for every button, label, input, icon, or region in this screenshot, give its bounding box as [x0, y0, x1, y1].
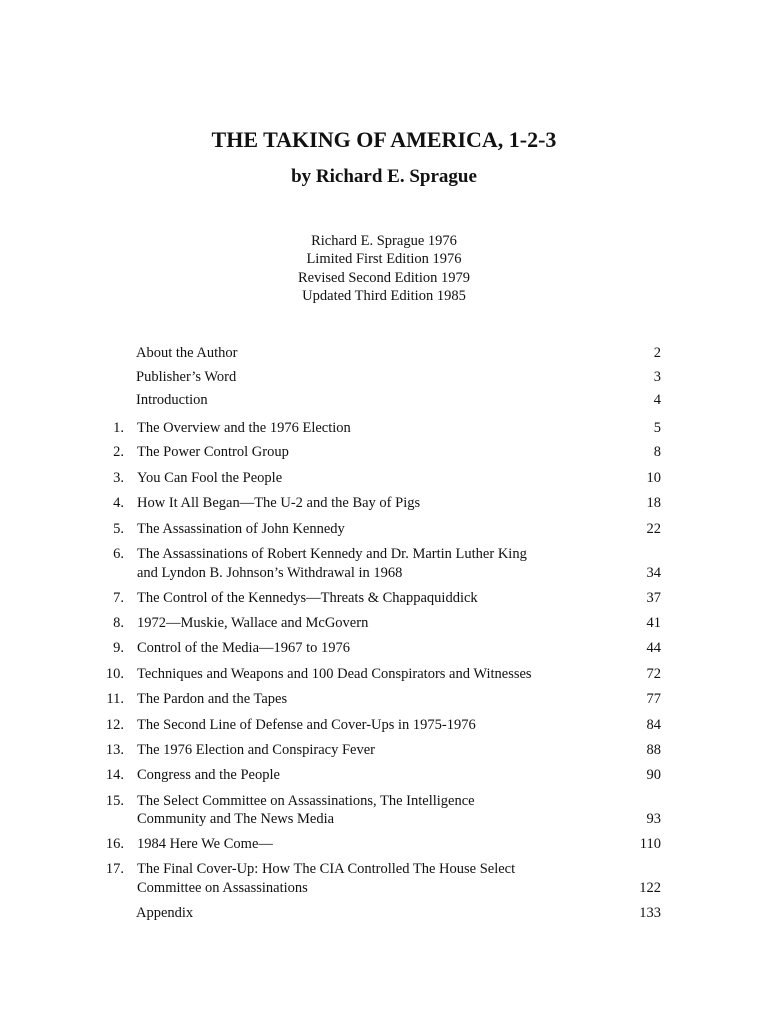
chapter-title-cont: Community and The News Media	[137, 811, 335, 827]
toc-page-number: 122	[639, 880, 661, 896]
chapter-title: The Final Cover-Up: How The CIA Controlled The House Select	[137, 861, 516, 877]
toc-entry-title: Introduction	[136, 392, 208, 408]
chapter-number: 14.	[105, 767, 124, 783]
chapter-title: The Select Committee on Assassinations, The Intelligence	[137, 793, 475, 809]
chapter-title: 1984 Here We Come—	[137, 836, 273, 852]
toc-page-number: 84	[646, 717, 661, 733]
chapter-title: 1972—Muskie, Wallace and McGovern	[137, 615, 369, 631]
chapter-number: 17.	[105, 861, 124, 877]
chapter-title: The Assassinations of Robert Kennedy and Dr. Martin Luther King	[137, 546, 527, 562]
chapter-number: 4.	[113, 495, 124, 511]
chapter-title: Techniques and Weapons and 100 Dead Conspirators and Witnesses	[137, 666, 532, 682]
chapter-number: 3.	[113, 470, 124, 486]
chapter-number: 16.	[105, 836, 124, 852]
chapter-number: 5.	[113, 521, 124, 537]
chapter-title: How It All Began—The U-2 and the Bay of Pigs	[137, 495, 421, 511]
toc-page-number: 77	[646, 691, 661, 707]
toc-entry-title: Appendix	[136, 905, 194, 921]
toc-page-number: 90	[646, 767, 661, 783]
chapter-title: You Can Fool the People	[137, 470, 283, 486]
toc-page-number: 72	[646, 666, 661, 682]
toc-page-number: 10	[646, 470, 661, 486]
chapter-title: The Power Control Group	[137, 444, 289, 460]
toc-page-number: 5	[653, 420, 661, 436]
chapter-title-cont: Committee on Assassinations	[137, 880, 308, 896]
edition-line: Revised Second Edition 1979	[298, 269, 470, 286]
chapter-number: 15.	[105, 793, 124, 809]
toc-page-number: 2	[653, 345, 661, 361]
author-byline: by Richard E. Sprague	[291, 166, 477, 187]
edition-line: Limited First Edition 1976	[306, 251, 462, 268]
toc-page-number: 133	[639, 905, 661, 921]
chapter-title: The Pardon and the Tapes	[137, 691, 288, 707]
chapter-title: The 1976 Election and Conspiracy Fever	[137, 742, 375, 758]
chapter-title: The Overview and the 1976 Election	[137, 420, 351, 436]
chapter-title: Congress and the People	[137, 767, 280, 783]
chapter-number: 2.	[113, 444, 124, 460]
chapter-number: 1.	[113, 420, 124, 436]
chapter-title: The Assassination of John Kennedy	[137, 521, 345, 537]
chapter-title: The Second Line of Defense and Cover-Ups in 1975-1976	[137, 717, 476, 733]
edition-line: Richard E. Sprague 1976	[311, 233, 457, 249]
chapter-number: 6.	[113, 546, 124, 562]
toc-page-number: 3	[653, 369, 661, 385]
toc-page-number: 37	[646, 590, 661, 606]
chapter-number: 13.	[105, 742, 124, 758]
toc-page-number: 41	[646, 615, 661, 631]
edition-line: Updated Third Edition 1985	[302, 287, 466, 304]
toc-entry-title: Publisher’s Word	[136, 369, 237, 385]
toc-page-number: 93	[646, 811, 661, 827]
chapter-number: 9.	[113, 640, 124, 656]
chapter-title-cont: and Lyndon B. Johnson’s Withdrawal in 1968	[137, 565, 403, 581]
toc-page-number: 44	[646, 640, 661, 656]
toc-page-number: 4	[653, 392, 661, 408]
chapter-number: 8.	[113, 615, 124, 631]
toc-page-number: 18	[646, 495, 661, 511]
chapter-number: 7.	[113, 590, 124, 606]
chapter-number: 12.	[105, 717, 124, 733]
book-title: THE TAKING OF AMERICA, 1-2-3	[211, 127, 557, 152]
toc-page-number: 34	[646, 565, 661, 581]
toc-entry-title: About the Author	[136, 345, 238, 361]
chapter-title: The Control of the Kennedys—Threats & Chappaquiddick	[137, 590, 478, 606]
toc-page-number: 110	[639, 836, 661, 852]
toc-page-number: 88	[646, 742, 661, 758]
chapter-number: 11.	[106, 691, 124, 707]
chapter-title: Control of the Media—1967 to 1976	[137, 640, 351, 656]
chapter-number: 10.	[105, 666, 124, 682]
toc-page-number: 8	[653, 444, 661, 460]
toc-page-number: 22	[646, 521, 661, 537]
